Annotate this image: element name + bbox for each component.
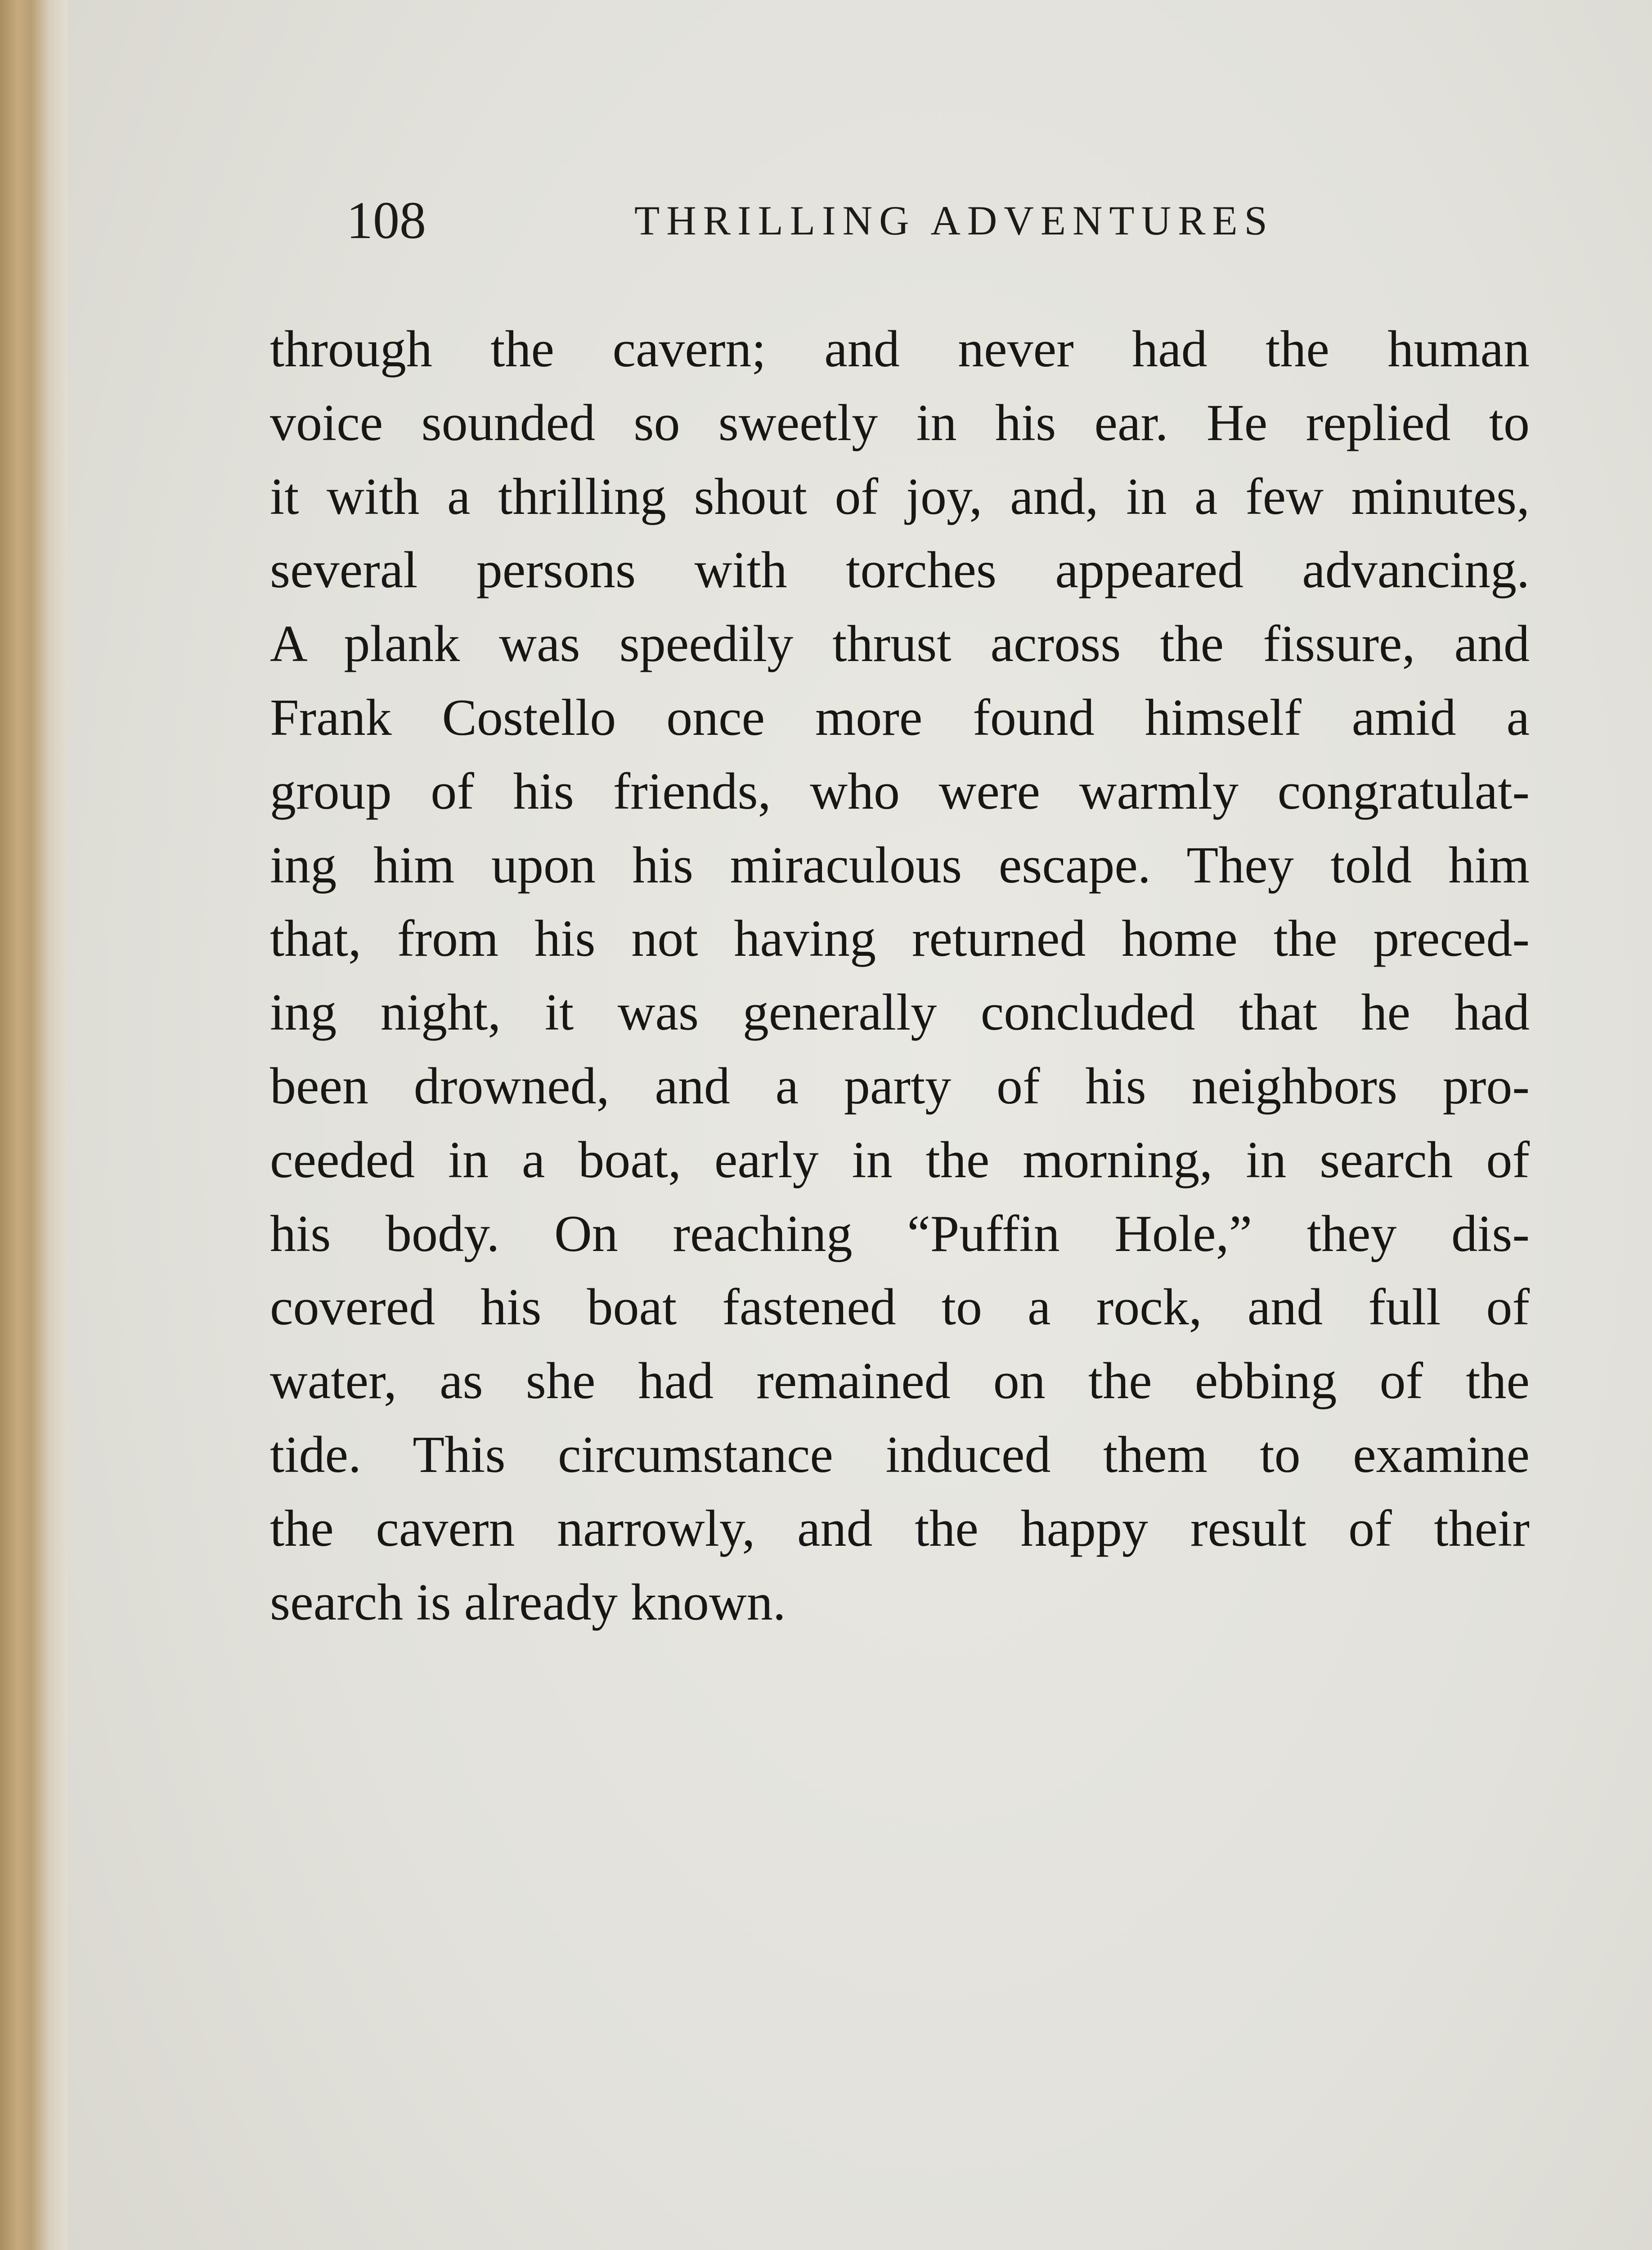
text-line: through the cavern; and never had the human (270, 320, 1530, 378)
text-line: covered his boat fastened to a rock, and full of (270, 1278, 1530, 1336)
text-line: A plank was speedily thrust across the fissure, and (270, 615, 1530, 673)
text-line: water, as she had remained on the ebbing of the (270, 1352, 1530, 1410)
text-line: tide. This circumstance induced them to examine (270, 1426, 1530, 1484)
page-header (346, 187, 1336, 254)
page-number: 108 (346, 191, 426, 250)
text-line: his body. On reaching “Puffin Hole,” they dis- (270, 1205, 1530, 1263)
body-paragraph (270, 313, 1530, 1639)
text-line: it with a thrilling shout of joy, and, in a few minutes, (270, 468, 1530, 526)
text-line: Frank Costello once more found himself amid a (270, 688, 1530, 747)
text-line: been drowned, and a party of his neighbors pro- (270, 1057, 1530, 1115)
text-line: ing night, it was generally concluded that he had (270, 984, 1530, 1042)
text-line: ing him upon his miraculous escape. They told him (270, 836, 1530, 894)
text-line: search is already known. (270, 1573, 786, 1631)
text-line: voice sounded so sweetly in his ear. He replied to (270, 394, 1530, 452)
text-line: several persons with torches appeared advancing. (270, 541, 1530, 599)
text-line: that, from his not having returned home the preced- (270, 910, 1530, 968)
book-spine-edge (0, 0, 67, 2250)
text-line: ceeded in a boat, early in the morning, in search of (270, 1131, 1530, 1189)
running-head: THRILLING ADVENTURES (634, 198, 1274, 243)
text-line: the cavern narrowly, and the happy result of their (270, 1499, 1530, 1557)
text-line: group of his friends, who were warmly congratulat- (270, 762, 1530, 820)
